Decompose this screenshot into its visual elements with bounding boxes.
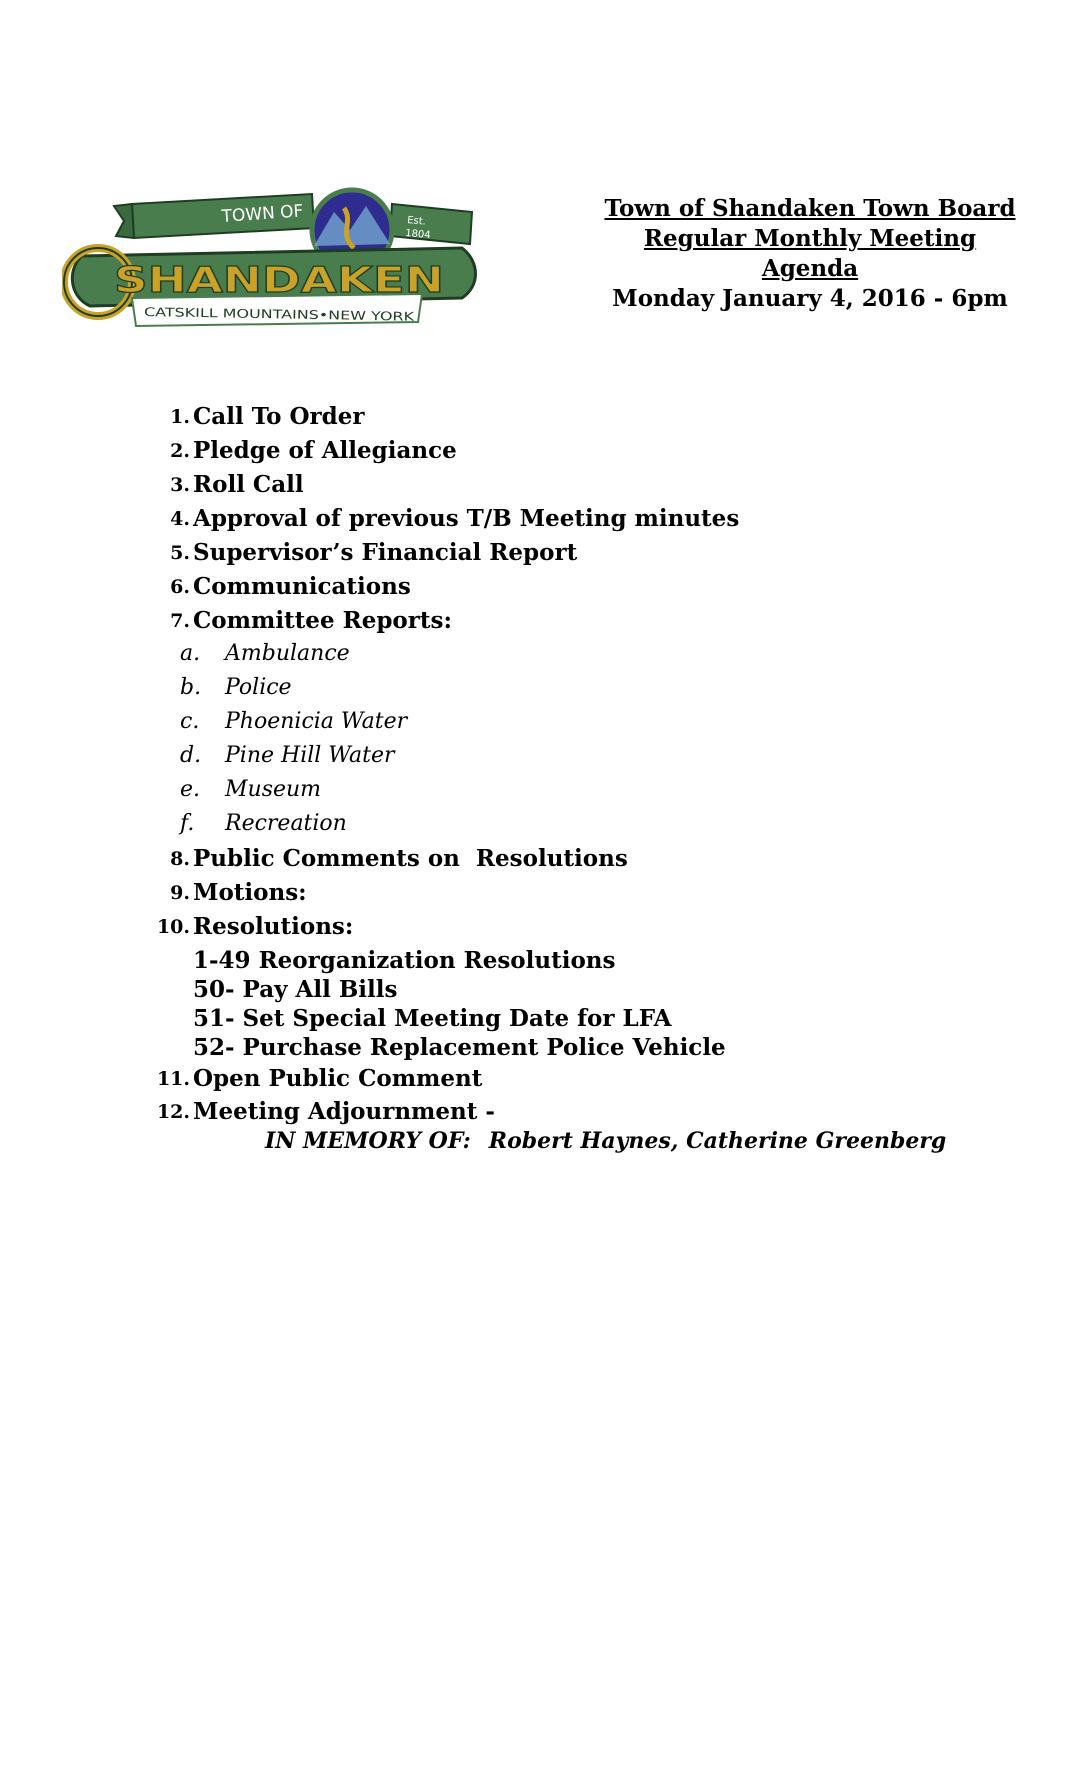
memorial-names: Robert Haynes, Catherine Greenberg: [488, 1128, 947, 1154]
sub-text: Pine Hill Water: [225, 743, 395, 768]
item-text: Communications: [193, 573, 411, 600]
logo-est-year: 1804: [404, 228, 432, 242]
agenda-header: [600, 194, 1020, 314]
sub-letter: e.: [180, 777, 201, 802]
header-date: Monday January 4, 2016 - 6pm: [612, 285, 1008, 312]
item-number: 6.: [170, 576, 190, 598]
item-text: Resolutions:: [193, 913, 354, 940]
item-number: 5.: [170, 542, 190, 564]
item-text: Pledge of Allegiance: [193, 437, 457, 464]
item-text: Approval of previous T/B Meeting minutes: [193, 505, 740, 532]
item-number: 8.: [170, 848, 190, 870]
item-text: Roll Call: [193, 471, 304, 498]
item-text: Committee Reports:: [193, 607, 452, 634]
item-number: 11.: [156, 1068, 190, 1090]
item-number: 1.: [170, 406, 190, 428]
item-number: 9.: [170, 882, 190, 904]
item-number: 7.: [170, 610, 190, 632]
header-subtitle: Regular Monthly Meeting Agenda: [643, 225, 977, 282]
item-number: 12.: [156, 1101, 190, 1123]
sub-letter: b.: [180, 675, 202, 700]
sub-letter: f.: [180, 811, 195, 836]
resolution-text: 51- Set Special Meeting Date for LFA: [193, 1005, 672, 1032]
memorial-label: IN MEMORY OF:: [265, 1128, 471, 1154]
memorial-line: [265, 1128, 946, 1154]
item-text: Supervisor’s Financial Report: [193, 539, 578, 566]
item-number: 10.: [156, 916, 190, 938]
sub-letter: d.: [180, 743, 202, 768]
sub-letter: a.: [180, 641, 201, 666]
item-number: 4.: [170, 508, 190, 530]
item-number: 2.: [170, 440, 190, 462]
sub-letter: c.: [180, 709, 200, 734]
item-text: Public Comments on Resolutions: [193, 845, 628, 872]
logo-town-name: SHANDAKEN: [114, 260, 444, 301]
sub-text: Police: [225, 675, 292, 700]
sub-text: Ambulance: [225, 641, 350, 666]
town-logo: [62, 186, 482, 342]
logo-tagline: CATSKILL MOUNTAINS•NEW YORK: [143, 305, 348, 323]
sub-text: Phoenicia Water: [225, 709, 408, 734]
resolution-text: 52- Purchase Replacement Police Vehicle: [193, 1034, 726, 1061]
item-number: 3.: [170, 474, 190, 496]
header-title: Town of Shandaken Town Board: [604, 195, 1016, 222]
item-text: Motions:: [193, 879, 307, 906]
item-text: Meeting Adjournment -: [193, 1098, 495, 1125]
sub-text: Recreation: [225, 811, 347, 836]
logo-est-label: Est.: [406, 215, 427, 228]
logo-banner-text: TOWN OF: [220, 201, 305, 227]
sub-text: Museum: [225, 777, 322, 802]
item-text: Call To Order: [193, 403, 365, 430]
resolution-text: 50- Pay All Bills: [193, 976, 398, 1003]
item-text: Open Public Comment: [193, 1065, 483, 1092]
resolution-text: 1-49 Reorganization Resolutions: [193, 947, 616, 974]
